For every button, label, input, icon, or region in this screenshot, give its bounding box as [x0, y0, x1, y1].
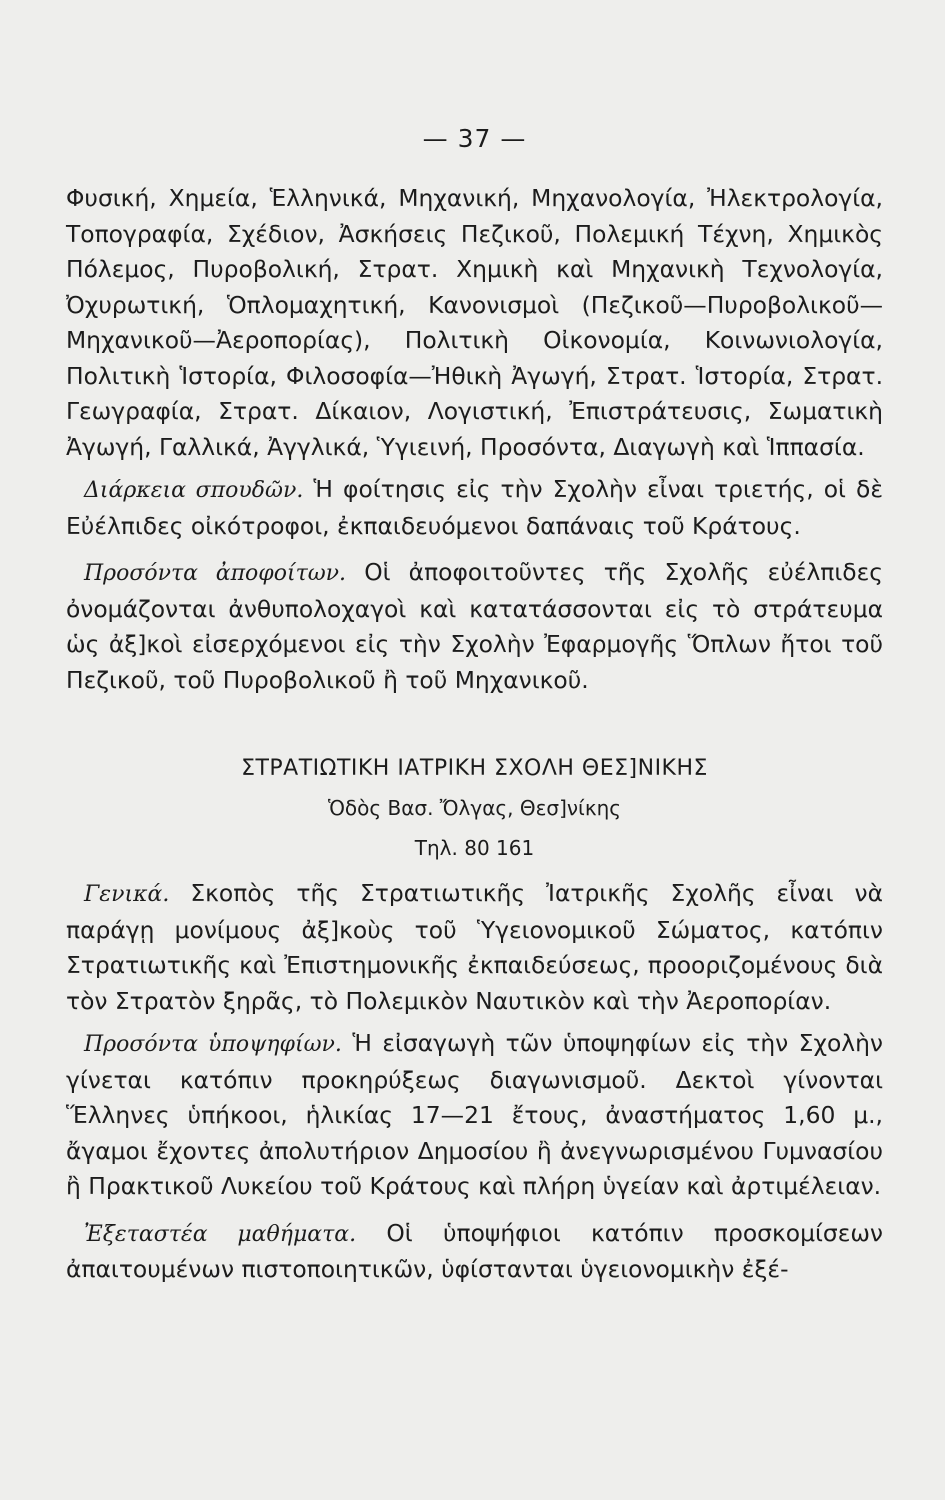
graduates-text: Οἱ ἀποφοιτοῦντες τῆς Σχολῆς εὐέλπιδες ὀνομάζονται ἀνθυπολοχαγοὶ καὶ κατατάσσονται εἰς τὸ στράτευμα ὡς ἀξ]κοὶ εἰσερχόμενοι εἰς τὴν Σχολὴν Ἐφαρμογῆς Ὅπλων ἤτοι τοῦ Πεζικοῦ, τοῦ Πυροβολικοῦ ἢ τοῦ Μηχανικοῦ.: [66, 558, 883, 694]
subjects-list-paragraph: [66, 181, 883, 465]
school-address: Ὁδὸς Βασ. Ὄλγας, Θεσ]νίκης: [327, 796, 622, 820]
graduates-heading: Προσόντα ἀποφοίτων.: [84, 561, 347, 586]
subjects-list-text: Φυσική, Χημεία, Ἑλληνικά, Μηχανική, Μηχανολογία, Ἠλεκτρολογία, Τοπογραφία, Σχέδιον, Ἀσκήσεις Πεζικοῦ, Πολεμική Τέχνη, Χημικὸς Πόλεμος, Πυροβολική, Στρατ. Χημικὴ καὶ Μηχανικὴ Τεχνολογία, Ὀχυρωτική, Ὁπλομαχητική, Κανονισμοὶ (Πεζικοῦ—Πυροβολικοῦ—Μηχανικοῦ—Ἀεροπορίας), Πολιτικὴ Οἰκονομία, Κοινωνιολογία, Πολιτικὴ Ἱστορία, Φιλοσοφία—Ἠθικὴ Ἀγωγή, Στρατ. Ἱστορία, Στρατ. Γεωγραφία, Στρατ. Δίκαιον, Λογιστική, Ἐπιστράτευσις, Σωματικὴ Ἀγωγή, Γαλλικά, Ἀγγλικά, Ὑγιεινή, Προσόντα, Διαγωγὴ καὶ Ἱππασία.: [66, 184, 883, 461]
school-title: ΣΤΡΑΤΙΩΤΙΚΗ ΙΑΤΡΙΚΗ ΣΧΟΛΗ ΘΕΣ]ΝΙΚΗΣ: [241, 756, 708, 781]
candidates-paragraph: [66, 1026, 883, 1205]
candidates-text: Ἡ εἰσαγωγὴ τῶν ὑποψηφίων εἰς τὴν Σχολὴν γίνεται κατόπιν προκηρύξεως διαγωνισμοῦ. Δεκτοὶ γίνονται Ἕλληνες ὑπήκοοι, ἡλικίας 17—21 ἔτους, ἀναστήματος 1,60 μ., ἄγαμοι ἔχοντες ἀπολυτήριον Δημοσίου ἢ ἀνεγνωρισμένου Γυμνασίου ἢ Πρακτικοῦ Λυκείου τοῦ Κράτους καὶ πλήρη ὑγείαν καὶ ἀρτιμέλειαν.: [66, 1029, 883, 1200]
general-text: Σκοπὸς τῆς Στρατιωτικῆς Ἰατρικῆς Σχολῆς εἶναι νὰ παράγῃ μονίμους ἀξ]κοὺς τοῦ Ὑγειονομικοῦ Σώματος, κατόπιν Στρατιωτικῆς καὶ Ἐπιστημονικῆς ἐκπαιδεύσεως, προοριζομένους διὰ τὸν Στρατὸν ξηρᾶς, τὸ Πολεμικὸν Ναυτικὸν καὶ τὴν Ἀεροπορίαν.: [66, 879, 883, 1015]
duration-heading: Διάρκεια σπουδῶν.: [84, 478, 304, 503]
exams-heading: Ἐξεταστέα μαθήματα.: [84, 1221, 357, 1247]
school-phone: Τηλ. 80 161: [414, 836, 535, 860]
general-paragraph: [66, 876, 883, 1019]
page-number: — 37 —: [422, 124, 527, 153]
graduates-paragraph: [66, 555, 883, 698]
candidates-heading: Προσόντα ὑποψηφίων.: [84, 1032, 342, 1057]
general-heading: Γενικά.: [84, 882, 170, 907]
exams-text: Οἱ ὑποψήφιοι κατόπιν προσκομίσεων ἀπαιτουμένων πιστοποιητικῶν, ὑφίστανται ὑγειονομικὴν ἐξέ-: [66, 1218, 883, 1283]
exams-paragraph: [66, 1216, 883, 1288]
duration-text: Ἡ φοίτησις εἰς τὴν Σχολὴν εἶναι τριετής, οἱ δὲ Εὐέλπιδες οἰκότροφοι, ἐκπαιδευόμενοι δαπάναις τοῦ Κράτους.: [66, 475, 883, 540]
duration-paragraph: [66, 472, 883, 544]
